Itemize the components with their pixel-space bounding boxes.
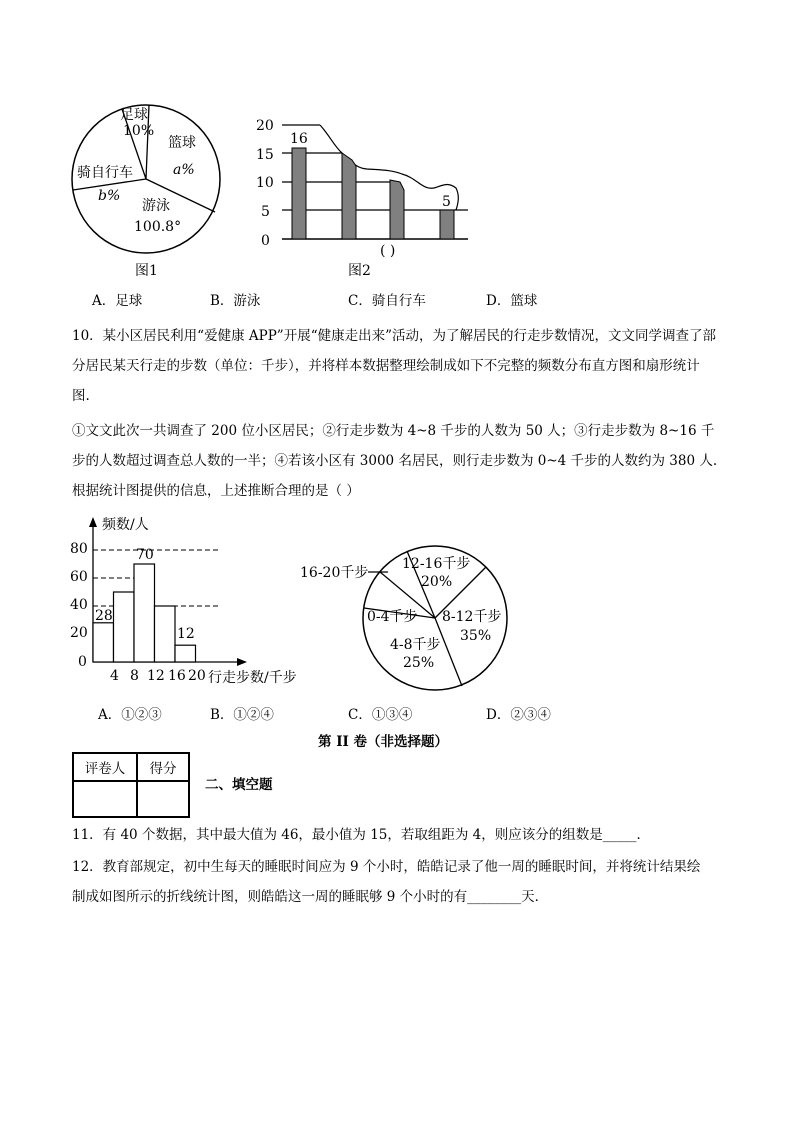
fig1-label-cycling: 骑自行车: [77, 165, 133, 181]
steps-pct-8-12: 35%: [460, 628, 492, 644]
hist-xlabel: 行走步数/千步: [208, 670, 297, 686]
fig2-bar-3: [390, 180, 404, 239]
steps-label-12-16: 12-16千步: [402, 556, 471, 572]
q10-option-c[interactable]: C．①③④: [348, 707, 413, 723]
fig2-bar-chart: [252, 112, 472, 282]
hist-bar-8-12: [134, 564, 155, 662]
q12-line-2: 制成如图所示的折线统计图，则皓皓这一周的睡眠够 9 个小时的有________天．: [72, 889, 549, 905]
steps-label-8-12: 8-12千步: [442, 609, 502, 625]
score-table-score-cell[interactable]: [137, 781, 189, 817]
fig1-value-cycling: b%: [98, 188, 121, 204]
hist-bar-0-4: [93, 623, 114, 662]
hist-bar-12-16: [155, 606, 176, 662]
section-title: 第 II 卷（非选择题）: [318, 734, 449, 750]
score-table-col-grader: 评卷人: [73, 753, 137, 781]
fig2-bar-2: [342, 153, 356, 239]
q10-line-2: 分居民某天行走的步数（单位：千步），并将样本数据整理绘制成如下不完整的频数分布直方图和扇形统计: [72, 358, 700, 374]
q10-line-6: 根据统计图提供的信息，上述推断合理的是（ ）: [72, 483, 360, 499]
hist-ytick-60: 60: [70, 569, 88, 585]
fig2-ytick-0: 0: [261, 233, 270, 249]
q10-option-a[interactable]: A．①②③: [98, 707, 162, 723]
q9-option-d[interactable]: D．篮球: [486, 293, 538, 309]
q10-line-3: 图.: [72, 388, 90, 404]
fig2-blank: ( ): [380, 243, 396, 259]
fig1-label-swimming: 游泳: [142, 198, 170, 214]
hist-bar-label-28: 28: [95, 608, 113, 624]
hist-xtick-12: 12: [147, 668, 165, 684]
q10-line-1: 10．某小区居民利用“爱健康 APP”开展“健康走出来”活动，为了解居民的行走步数情况，文文同学调查了部: [72, 328, 716, 344]
steps-pie-chart: [290, 545, 520, 695]
hist-ytick-20: 20: [70, 625, 88, 641]
fig2-bar-label-16: 16: [290, 131, 308, 147]
hist-ytick-80: 80: [70, 541, 88, 557]
fig2-bar-4: [440, 210, 454, 239]
section2-title: 二、填空题: [205, 777, 273, 793]
fig1-pie-chart: [70, 95, 230, 295]
hist-x-arrow: [237, 658, 247, 666]
steps-label-0-4: 0-4千步: [367, 609, 418, 625]
fig2-ytick-10: 10: [256, 175, 274, 191]
fig2-bar-label-5: 5: [442, 194, 451, 210]
hist-ylabel: 频数/人: [102, 517, 149, 533]
fig2-torn-edge: [320, 125, 458, 210]
fig1-caption: 图1: [135, 263, 158, 279]
score-table-col-score: 得分: [137, 753, 189, 781]
hist-bar-4-8: [114, 592, 135, 662]
q10-line-5: 步的人数超过调查总人数的一半；④若该小区有 3000 名居民，则行走步数为 0~4 千步的人数约为 380 人.: [72, 453, 718, 469]
q11-text: 11．有 40 个数据，其中最大值为 46，最小值为 15，若取组距为 4，则应该分的组数是_____．: [72, 827, 651, 843]
fig2-bar-1: [292, 148, 306, 239]
fig1-label-basketball: 篮球: [168, 135, 196, 151]
hist-bar-16-20: [175, 645, 196, 662]
hist-xtick-20: 20: [188, 668, 206, 684]
steps-label-16-20: 16-20千步: [300, 565, 369, 581]
steps-pct-4-8: 25%: [403, 655, 435, 671]
fig1-value-football: 10%: [123, 123, 155, 139]
q9-option-a[interactable]: A．足球: [92, 293, 143, 309]
fig2-caption: 图2: [348, 263, 371, 279]
histogram-chart: [62, 510, 312, 695]
fig2-ytick-15: 15: [256, 147, 274, 163]
q9-option-c[interactable]: C．骑自行车: [348, 293, 426, 309]
q10-line-4: ①文文此次一共调查了 200 位小区居民；②行走步数为 4~8 千步的人数为 50 人；③行走步数为 8~16 千: [72, 423, 715, 439]
hist-xtick-4: 4: [110, 668, 119, 684]
score-table: [72, 752, 190, 818]
steps-pct-12-16: 20%: [421, 574, 453, 590]
steps-label-4-8: 4-8千步: [390, 637, 441, 653]
fig1-label-football: 足球: [120, 107, 148, 123]
q10-option-d[interactable]: D．②③④: [486, 707, 551, 723]
hist-ytick-40: 40: [70, 597, 88, 613]
fig2-ytick-5: 5: [261, 204, 270, 220]
fig1-value-swimming: 100.8°: [134, 219, 182, 235]
score-table-grader-cell[interactable]: [73, 781, 137, 817]
hist-xtick-8: 8: [130, 668, 139, 684]
fig1-value-basketball: a%: [173, 162, 195, 178]
q12-line-1: 12．教育部规定，初中生每天的睡眠时间应为 9 个小时，皓皓记录了他一周的睡眠时间，并将统计结果绘: [72, 859, 701, 875]
hist-bar-label-12: 12: [177, 626, 195, 642]
q10-option-b[interactable]: B．①②④: [210, 707, 274, 723]
hist-xtick-16: 16: [168, 668, 186, 684]
fig2-ytick-20: 20: [256, 118, 274, 134]
q9-option-b[interactable]: B．游泳: [210, 293, 261, 309]
hist-ytick-0: 0: [78, 654, 87, 670]
hist-bar-label-70: 70: [136, 547, 154, 563]
